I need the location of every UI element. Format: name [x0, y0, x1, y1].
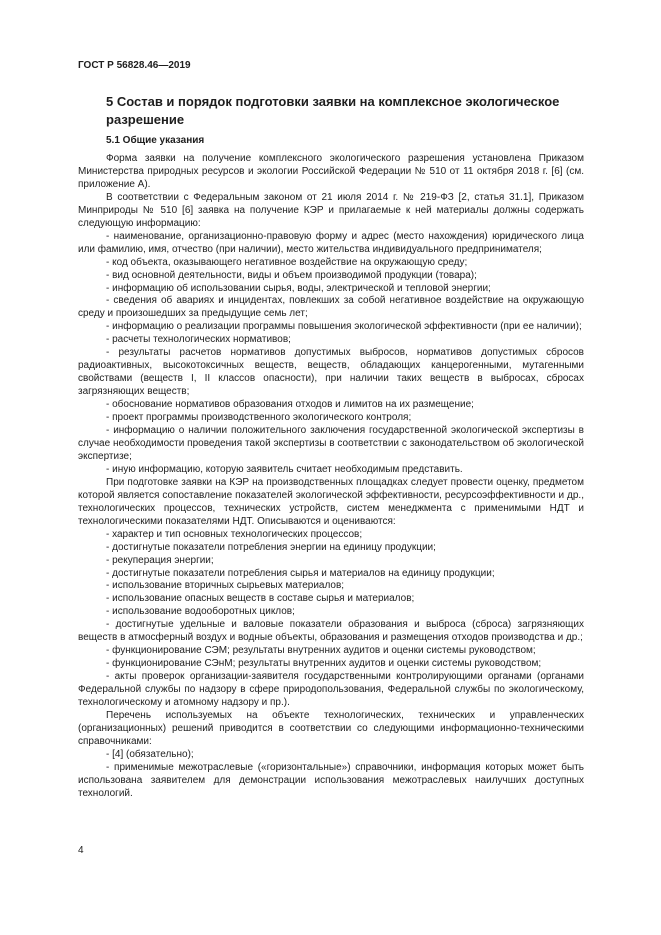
list-item: - характер и тип основных технологических процессов;	[106, 528, 363, 540]
paragraph: Перечень используемых на объекте технологических, технических и управленческих (организационных) решений приводится в соответствии со следующими информационно-техническими справочниками:	[78, 709, 584, 747]
list-item: - [4] (обязательно);	[106, 748, 194, 760]
paragraph: Форма заявки на получение комплексного экологического разрешения установлена Приказом Министерства природных ресурсов и экологии Российской Федерации № 510 от 11 октября 2018 г. [6] (см. приложение А).	[78, 153, 584, 190]
list-item: - функционирование СЭМ; результаты внутренних аудитов и оценки системы руководством;	[106, 645, 536, 657]
subsection-title: 5.1 Общие указания	[106, 135, 205, 146]
list-item: - код объекта, оказывающего негативное воздействие на окружающую среду;	[106, 256, 468, 268]
list-item: - наименование, организационно-правовую форму и адрес (место нахождения) юридического лица или фамилию, имя, отчество (при наличии), место жительства индивидуального предпринимателя;	[78, 230, 584, 255]
list-item: - использование водооборотных циклов;	[106, 606, 295, 618]
list-item: - использование опасных веществ в составе сырья и материалов;	[106, 593, 415, 605]
list-item: - проект программы производственного экологического контроля;	[106, 412, 412, 424]
section-title: 5 Состав и порядок подготовки заявки на комплексное экологическое разрешение	[106, 94, 560, 127]
list-item: - функционирование СЭнМ; результаты внутренних аудитов и оценки системы руководством;	[106, 658, 542, 670]
list-item: - информацию об использовании сырья, воды, электрической и тепловой энергии;	[106, 282, 491, 294]
list-item: - использование вторичных сырьевых материалов;	[106, 580, 345, 592]
paragraph: В соответствии с Федеральным законом от 21 июля 2014 г. № 219-ФЗ [2, статья 31.1], Приказом Минприроды № 510 [6] заявка на получение КЭР и прилагаемые к ней материалы должны содержать следующую информацию:	[78, 191, 584, 229]
list-item: - результаты расчетов нормативов допустимых выбросов, нормативов допустимых сбросов радиоактивных, высокотоксичных веществ, веществ, обладающих канцерогенными, мутагенными свойствами (веществ I, II классов опасности), при наличии таких веществ в выбросах, сбросах загрязняющих веществ;	[78, 347, 584, 398]
standard-header: ГОСТ Р 56828.46—2019	[78, 60, 191, 71]
paragraph: При подготовке заявки на КЭР на производственных площадках следует провести оценку, предметом которой является сопоставление показателей экологической эффективности, ресурсоэффективности и др., технологических процессов, технических устройств, систем менеджмента с применимыми НДТ и технологическими показателями НДТ. Описываются и оцениваются:	[78, 476, 584, 527]
list-item: - акты проверок организации-заявителя государственными контролирующими органами (органами Федеральной службы по надзору в сфере природопользования, Федеральной службы по экологическому, технологическому и атомному надзору и пр.).	[78, 671, 584, 709]
list-item: - рекуперация энергии;	[106, 554, 214, 566]
body-text	[78, 153, 584, 801]
page-number: 4	[78, 845, 84, 856]
list-item: - расчеты технологических нормативов;	[106, 334, 291, 346]
list-item: - обоснование нормативов образования отходов и лимитов на их размещение;	[106, 399, 474, 411]
list-item: - достигнутые удельные и валовые показатели образования и выброса (сброса) загрязняющих веществ в атмосферный воздух и водные объекты, образования и размещения отходов производства и др.;	[78, 619, 584, 644]
list-item: - информацию о наличии положительного заключения государственной экологической экспертизы в случае необходимости проведения такой экспертизы в соответствии с законодательством об экологической экспертизе;	[78, 425, 584, 462]
list-item: - достигнутые показатели потребления энергии на единицу продукции;	[106, 541, 436, 553]
list-item: - сведения об авариях и инцидентах, повлекших за собой негативное воздействие на окружающую среду и произошедших за предыдущие семь лет;	[78, 295, 584, 320]
list-item: - вид основной деятельности, виды и объем производимой продукции (товара);	[106, 269, 477, 281]
list-item: - применимые межотраслевые («горизонтальные») справочники, информация которых может быть использована заявителем для демонстрации использования межотраслевых наилучших доступных технологий.	[78, 761, 584, 799]
list-item: - достигнутые показатели потребления сырья и материалов на единицу продукции;	[106, 567, 495, 579]
list-item: - иную информацию, которую заявитель считает необходимым представить.	[106, 463, 463, 475]
list-item: - информацию о реализации программы повышения экологической эффективности (при ее наличии);	[106, 321, 582, 333]
